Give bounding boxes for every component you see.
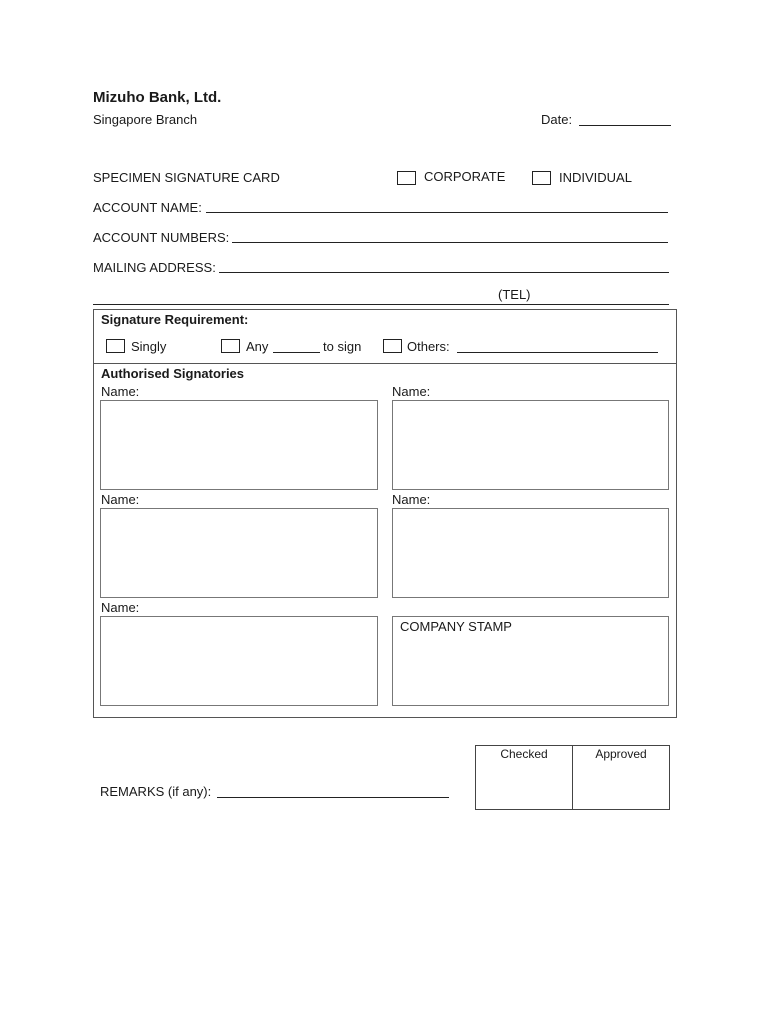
account-numbers-label: ACCOUNT NUMBERS: bbox=[93, 230, 230, 245]
checked-cell[interactable] bbox=[477, 766, 571, 808]
account-name-field[interactable] bbox=[206, 212, 668, 213]
signatory-5-name-label: Name: bbox=[101, 600, 140, 615]
date-label: Date: bbox=[541, 112, 573, 127]
company-stamp-label: COMPANY STAMP bbox=[400, 619, 512, 634]
approved-label: Approved bbox=[595, 747, 647, 761]
any-count-field[interactable] bbox=[273, 352, 320, 353]
mailing-address-field[interactable] bbox=[219, 272, 669, 273]
mailing-address-label: MAILING ADDRESS: bbox=[93, 260, 216, 275]
remarks-label: REMARKS (if any): bbox=[100, 784, 212, 799]
individual-label: INDIVIDUAL bbox=[559, 170, 632, 185]
mailing-address-line-2[interactable] bbox=[93, 304, 669, 305]
branch-name: Singapore Branch bbox=[93, 112, 198, 127]
signatory-3-signature-box[interactable] bbox=[100, 508, 378, 598]
others-label: Others: bbox=[407, 339, 450, 354]
signatory-2-signature-box[interactable] bbox=[392, 400, 669, 490]
signatory-1-signature-box[interactable] bbox=[100, 400, 378, 490]
checked-label: Checked bbox=[500, 747, 548, 761]
any-checkbox[interactable] bbox=[221, 339, 240, 353]
signatory-2-name-label: Name: bbox=[392, 384, 431, 399]
any-label: Any bbox=[246, 339, 269, 354]
date-field[interactable] bbox=[579, 125, 671, 126]
company-stamp-box[interactable] bbox=[392, 616, 669, 706]
approved-cell[interactable] bbox=[574, 766, 668, 808]
individual-checkbox[interactable] bbox=[532, 171, 551, 185]
account-numbers-field[interactable] bbox=[232, 242, 668, 243]
others-checkbox[interactable] bbox=[383, 339, 402, 353]
corporate-label: CORPORATE bbox=[424, 169, 506, 184]
remarks-field[interactable] bbox=[217, 797, 449, 798]
signatory-4-name-label: Name: bbox=[392, 492, 431, 507]
others-field[interactable] bbox=[457, 352, 658, 353]
signatory-1-name-label: Name: bbox=[101, 384, 140, 399]
tel-label: (TEL) bbox=[498, 287, 531, 302]
signatory-5-signature-box[interactable] bbox=[100, 616, 378, 706]
account-name-label: ACCOUNT NAME: bbox=[93, 200, 202, 215]
signatory-4-signature-box[interactable] bbox=[392, 508, 669, 598]
singly-label: Singly bbox=[131, 339, 167, 354]
signature-requirement-heading: Signature Requirement: bbox=[101, 312, 249, 327]
corporate-checkbox[interactable] bbox=[397, 171, 416, 185]
form-title: SPECIMEN SIGNATURE CARD bbox=[93, 170, 280, 185]
signatory-3-name-label: Name: bbox=[101, 492, 140, 507]
to-sign-label: to sign bbox=[323, 339, 362, 354]
bank-name: Mizuho Bank, Ltd. bbox=[93, 89, 222, 106]
singly-checkbox[interactable] bbox=[106, 339, 125, 353]
section-divider bbox=[93, 363, 677, 364]
authorised-signatories-heading: Authorised Signatories bbox=[101, 366, 245, 381]
